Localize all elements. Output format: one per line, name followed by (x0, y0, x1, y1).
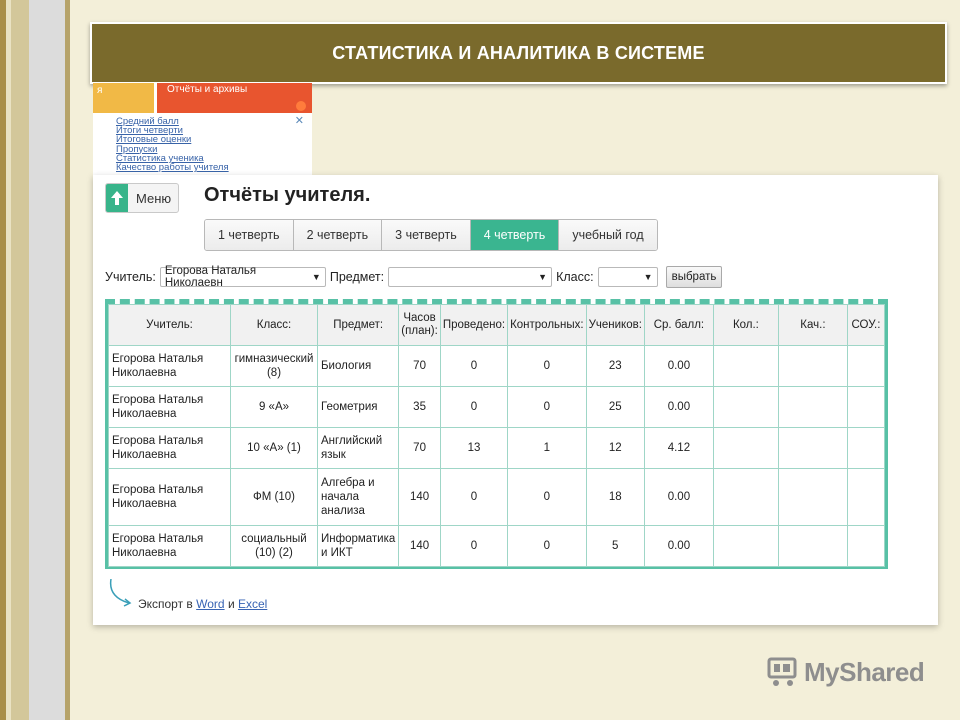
cell-quality (778, 346, 847, 387)
cell-students: 25 (586, 387, 644, 428)
cell-students: 18 (586, 469, 644, 526)
cell-avg: 0.00 (644, 387, 713, 428)
menu-link[interactable]: Качество работы учителя (116, 162, 229, 174)
plus-icon (296, 101, 306, 111)
menu-link[interactable]: Итоговые оценки (116, 134, 192, 146)
column-header: Контрольных: (508, 305, 587, 346)
cell-tests: 0 (508, 387, 587, 428)
subject-select[interactable] (388, 267, 552, 287)
cell-tests: 0 (508, 469, 587, 526)
cell-subject: Биология (318, 346, 399, 387)
table-row (109, 387, 885, 428)
tab-quarter-1[interactable]: 1 четверть (205, 220, 294, 250)
cell-count (713, 346, 778, 387)
table-row (109, 428, 885, 469)
report-panel (93, 175, 938, 625)
column-header: Проведено: (440, 305, 507, 346)
column-header: Класс: (231, 305, 318, 346)
cell-hours: 70 (399, 346, 441, 387)
cell-teacher: Егорова Наталья Николаевна (109, 428, 231, 469)
column-header: Часов (план): (399, 305, 441, 346)
cell-hours: 140 (399, 526, 441, 567)
column-header: Ср. балл: (644, 305, 713, 346)
cell-hours: 140 (399, 469, 441, 526)
column-header: Предмет: (318, 305, 399, 346)
table-row (109, 526, 885, 567)
report-table (108, 304, 885, 567)
slide-title: СТАТИСТИКА И АНАЛИТИКА В СИСТЕМЕ (332, 42, 705, 63)
cell-quality (778, 526, 847, 567)
cell-subject: Английский язык (318, 428, 399, 469)
table-header-row (109, 305, 885, 346)
cell-class: гимназический (8) (231, 346, 318, 387)
menu-link[interactable]: Статистика ученика (116, 152, 204, 164)
cart-logo-icon (766, 655, 800, 689)
cell-class: 9 «А» (231, 387, 318, 428)
column-header: Учеников: (586, 305, 644, 346)
cell-class: ФМ (10) (231, 469, 318, 526)
cell-conducted: 0 (440, 526, 507, 567)
cell-conducted: 0 (440, 346, 507, 387)
caret-down-icon: ▼ (311, 272, 321, 282)
menu-tab-label: Отчёты и архивы (167, 84, 248, 95)
teacher-label: Учитель: (105, 270, 156, 284)
cell-teacher: Егорова Наталья Николаевна (109, 469, 231, 526)
column-header: Учитель: (109, 305, 231, 346)
table-row (109, 346, 885, 387)
cell-conducted: 13 (440, 428, 507, 469)
menu-link[interactable]: Пропуски (116, 143, 158, 155)
report-table-container (105, 299, 888, 569)
column-header: СОУ.: (847, 305, 884, 346)
menu-tab[interactable]: я (93, 83, 154, 113)
menu-button[interactable] (105, 183, 179, 213)
class-label: Класс: (556, 270, 594, 284)
background-stripe (11, 0, 29, 720)
cell-sou (847, 469, 884, 526)
cell-avg: 4.12 (644, 428, 713, 469)
caret-down-icon: ▼ (643, 272, 653, 282)
cell-sou (847, 346, 884, 387)
cell-teacher: Егорова Наталья Николаевна (109, 346, 231, 387)
cell-quality (778, 428, 847, 469)
cell-quality (778, 469, 847, 526)
tab-quarter-2[interactable]: 2 четверть (294, 220, 383, 250)
export-excel-link[interactable]: Excel (237, 597, 268, 611)
column-header: Кач.: (778, 305, 847, 346)
cell-count (713, 428, 778, 469)
watermark-text: MyShared (804, 656, 925, 687)
cell-sou (847, 387, 884, 428)
arrow-up-icon (106, 184, 128, 212)
cell-conducted: 0 (440, 387, 507, 428)
filter-bar (105, 265, 722, 289)
cell-students: 5 (586, 526, 644, 567)
cell-teacher: Егорова Наталья Николаевна (109, 387, 231, 428)
cell-count (713, 526, 778, 567)
page-title: Отчёты учителя. (204, 184, 371, 206)
cell-count (713, 387, 778, 428)
cell-class: социальный (10) (2) (231, 526, 318, 567)
quarter-tabs (204, 219, 658, 251)
cell-subject: Алгебра и начала анализа (318, 469, 399, 526)
cell-sou (847, 428, 884, 469)
choose-button[interactable]: выбрать (666, 266, 723, 288)
cell-sou (847, 526, 884, 567)
cell-tests: 0 (508, 526, 587, 567)
cell-quality (778, 387, 847, 428)
cell-conducted: 0 (440, 469, 507, 526)
cell-tests: 1 (508, 428, 587, 469)
cell-avg: 0.00 (644, 346, 713, 387)
table-row (109, 469, 885, 526)
curved-arrow-icon (107, 579, 135, 609)
menu-link[interactable]: Средний балл (116, 116, 179, 127)
cell-count (713, 469, 778, 526)
cell-avg: 0.00 (644, 469, 713, 526)
menu-list (116, 117, 229, 172)
cell-hours: 35 (399, 387, 441, 428)
cell-class: 10 «А» (1) (231, 428, 318, 469)
tab-quarter-4[interactable]: 4 четверть (471, 220, 560, 250)
cell-avg: 0.00 (644, 526, 713, 567)
export-word-link[interactable]: Word (196, 597, 225, 611)
background-stripe (29, 0, 65, 720)
export-prefix: Экспорт в (138, 597, 193, 611)
column-header: Кол.: (713, 305, 778, 346)
menu-button-label: Меню (136, 190, 172, 206)
cell-hours: 70 (399, 428, 441, 469)
background-menu-screenshot (93, 83, 312, 183)
cell-students: 23 (586, 346, 644, 387)
menu-link[interactable]: Итоги четверти (116, 125, 183, 137)
cell-students: 12 (586, 428, 644, 469)
export-conj: и (227, 597, 235, 611)
cell-tests: 0 (508, 346, 587, 387)
menu-tab-reports[interactable] (157, 83, 312, 113)
teacher-select-value: Егорова Наталья Николаевн (164, 265, 257, 289)
tab-quarter-3[interactable]: 3 четверть (382, 220, 471, 250)
close-icon[interactable]: ✕ (294, 115, 304, 127)
subject-label: Предмет: (329, 270, 385, 284)
teacher-select[interactable] (160, 267, 326, 287)
cell-subject: Информатика и ИКТ (318, 526, 399, 567)
tab-school-year[interactable]: учебный год (559, 220, 656, 250)
background-stripe (65, 0, 70, 720)
cell-teacher: Егорова Наталья Николаевна (109, 526, 231, 567)
class-select[interactable] (598, 267, 658, 287)
watermark (766, 655, 924, 689)
cell-subject: Геометрия (318, 387, 399, 428)
slide-title-bar (90, 22, 947, 84)
caret-down-icon: ▼ (538, 272, 548, 282)
export-links (138, 597, 267, 611)
